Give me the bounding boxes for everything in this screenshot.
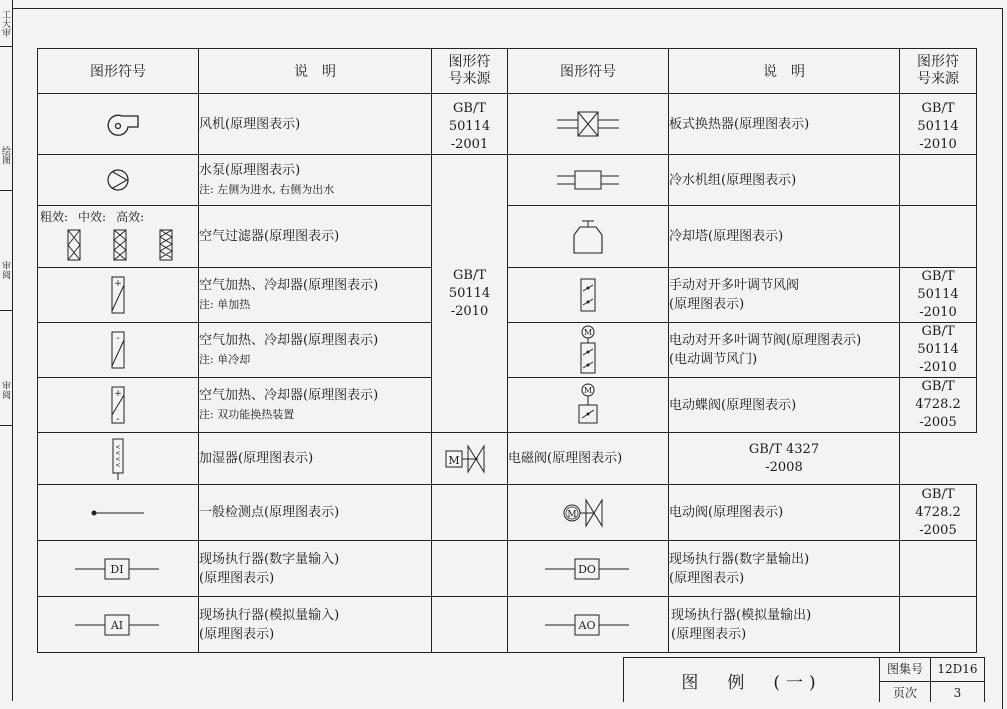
legend-row — [38, 94, 977, 155]
electric-butterfly-desc: 电动蝶阀(原理图表示) — [669, 378, 900, 433]
header-row — [38, 49, 977, 94]
heater-cooler-dual-note: 注: 双功能换热装置 — [199, 408, 295, 421]
field-do-desc2: (原理图表示) — [669, 570, 745, 586]
electric-valve-icon — [558, 498, 618, 528]
svg-text:+: + — [114, 279, 122, 289]
header-desc: 说 明 — [199, 49, 432, 94]
heater-cooler-cool-note: 注: 单冷却 — [199, 353, 251, 366]
air-filter-icon — [48, 228, 188, 262]
air-filter-desc: 空气过滤器(原理图表示) — [199, 206, 432, 268]
electric-damper-desc-cell — [669, 323, 900, 378]
left-empty-source-2 — [432, 541, 508, 597]
pump-note: 注: 左侧为进水, 右侧为出水 — [199, 183, 335, 196]
heater-cooler-heat-symbol — [38, 268, 199, 323]
header-desc-2: 说 明 — [669, 49, 900, 94]
heater-cooler-heat-desc-cell — [199, 268, 432, 323]
electric-damper-symbol — [508, 323, 669, 378]
plate-heat-exchanger-desc: 板式换热器(原理图表示) — [669, 94, 900, 155]
field-ao-desc-cell — [669, 597, 900, 653]
plate-heat-exchanger-symbol — [508, 94, 669, 155]
svg-text:M: M — [583, 328, 593, 337]
fan-source: GB/T 50114 -2001 — [432, 94, 508, 155]
solenoid-valve-icon — [440, 444, 500, 474]
solenoid-valve-label: M — [447, 453, 460, 467]
field-ao-desc: 现场执行器(模拟量输出) — [671, 607, 812, 623]
humidifier-desc: 加湿器(原理图表示) — [199, 433, 432, 485]
cooling-coil-icon — [110, 330, 126, 370]
fan-desc: 风机(原理图表示) — [199, 94, 432, 155]
page-number-label: 页次 — [880, 682, 931, 702]
electric-valve-symbol — [508, 485, 669, 541]
svg-text:M: M — [583, 386, 593, 395]
humidifier-symbol — [38, 433, 199, 485]
pump-icon — [103, 165, 133, 195]
svg-text:-: - — [116, 333, 120, 344]
heater-cooler-heat-note: 注: 单加热 — [199, 298, 251, 311]
legend-row — [38, 541, 977, 597]
filter-grade-labels — [40, 208, 196, 225]
heater-cooler-heat-desc: 空气加热、冷却器(原理图表示) — [199, 278, 379, 293]
manual-damper-desc: 手动对开多叶调节风阀 — [669, 278, 800, 293]
cooling-tower-symbol — [508, 206, 669, 268]
field-di-tag: DI — [110, 562, 124, 576]
detection-point-desc: 一般检测点(原理图表示) — [199, 485, 432, 541]
drawing-title: 图 例 (一) — [624, 658, 880, 702]
legend-row — [38, 485, 977, 541]
field-ai-desc: 现场执行器(模拟量输入) — [199, 607, 340, 623]
detection-point-symbol — [38, 485, 199, 541]
heating-coil-icon — [110, 275, 126, 315]
pump-symbol — [38, 155, 199, 206]
cooling-tower-icon — [568, 219, 608, 255]
filter-high-label: 高效: — [116, 210, 145, 224]
field-do-source — [900, 541, 977, 597]
left-empty-source-3 — [432, 597, 508, 653]
title-block — [623, 657, 985, 702]
electric-butterfly-icon — [576, 383, 600, 427]
solenoid-valve-source: GB/T 4327 -2008 — [669, 433, 900, 485]
field-ai-desc2: (原理图表示) — [199, 626, 275, 642]
electric-damper-desc2: (电动调节风门) — [669, 352, 758, 367]
heater-cooler-dual-desc-cell — [199, 378, 432, 433]
fan-symbol — [38, 94, 199, 155]
electric-valve-desc: 电动阀(原理图表示) — [669, 485, 900, 541]
chiller-source — [900, 155, 977, 206]
field-di-symbol — [38, 541, 199, 597]
heater-cooler-cool-desc: 空气加热、冷却器(原理图表示) — [199, 333, 379, 348]
manual-damper-desc-cell — [669, 268, 900, 323]
left-group-source: GB/T 50114 -2010 — [432, 155, 508, 433]
legend-table — [37, 48, 977, 653]
atlas-number-value: 12D16 — [931, 658, 984, 682]
heater-cooler-dual-symbol — [38, 378, 199, 433]
legend-row — [38, 206, 977, 268]
field-ai-tag: AI — [110, 618, 124, 632]
electric-valve-label: M — [567, 509, 577, 520]
solenoid-valve-symbol — [432, 433, 508, 485]
header-symbol: 图形符号 — [38, 49, 199, 94]
field-ai-icon — [73, 612, 163, 638]
heater-cooler-cool-symbol — [38, 323, 199, 378]
plate-heat-exchanger-source: GB/T 50114 -2010 — [900, 94, 977, 155]
pump-desc-cell — [199, 155, 432, 206]
svg-text:<: < — [115, 455, 121, 463]
field-do-tag: DO — [578, 562, 596, 576]
field-di-desc2: (原理图表示) — [199, 570, 275, 586]
header-symbol-2: 图形符号 — [508, 49, 669, 94]
air-filter-symbol — [38, 206, 199, 268]
field-ao-icon — [543, 612, 633, 638]
field-ai-desc-cell — [199, 597, 432, 653]
electric-butterfly-symbol — [508, 378, 669, 433]
left-empty-source-1 — [432, 485, 508, 541]
svg-text:+: + — [114, 389, 122, 399]
manual-damper-icon — [578, 277, 598, 313]
field-ao-symbol — [508, 597, 669, 653]
side-label-3: 审阅 — [0, 230, 12, 311]
cooling-tower-source — [900, 206, 977, 268]
cooling-tower-desc: 冷却塔(原理图表示) — [669, 206, 900, 268]
detection-point-icon — [88, 507, 148, 519]
header-source: 图形符 号来源 — [432, 49, 508, 94]
filter-coarse-label: 粗效: — [40, 210, 69, 224]
chiller-symbol — [508, 155, 669, 206]
legend-row — [38, 268, 977, 323]
heater-cooler-cool-desc-cell — [199, 323, 432, 378]
legend-row — [38, 155, 977, 206]
page-number-value: 3 — [953, 686, 962, 700]
field-do-desc: 现场执行器(数字量输出) — [669, 551, 810, 567]
manual-damper-source: GB/T 50114 -2010 — [900, 268, 977, 323]
solenoid-valve-desc: 电磁阀(原理图表示) — [508, 433, 669, 485]
field-do-symbol — [508, 541, 669, 597]
legend-row — [38, 433, 977, 485]
legend-row — [38, 597, 977, 653]
electric-damper-source: GB/T 50114 -2010 — [900, 323, 977, 378]
electric-damper-icon — [576, 325, 600, 375]
legend-row — [38, 323, 977, 378]
svg-text:<: < — [115, 449, 121, 457]
field-ai-symbol — [38, 597, 199, 653]
dual-coil-icon — [110, 385, 126, 425]
side-label-4: 审阅 — [0, 355, 12, 426]
chiller-icon — [553, 165, 623, 195]
header-source-2: 图形符 号来源 — [900, 49, 977, 94]
svg-text:<: < — [115, 461, 121, 469]
manual-damper-desc2: (原理图表示) — [669, 297, 745, 312]
electric-valve-source: GB/T 4728.2 -2005 — [900, 485, 977, 541]
chiller-desc: 冷水机组(原理图表示) — [669, 155, 900, 206]
manual-damper-symbol — [508, 268, 669, 323]
plate-heat-exchanger-icon — [553, 109, 623, 139]
field-ao-desc2: (原理图表示) — [671, 626, 747, 642]
side-label-2: 绘图 — [0, 120, 12, 191]
field-ao-source — [900, 597, 977, 653]
svg-text:<: < — [115, 443, 121, 451]
filter-medium-label: 中效: — [78, 210, 107, 224]
field-di-desc: 现场执行器(数字量输入) — [199, 551, 340, 567]
atlas-number-label: 图集号 — [880, 658, 931, 682]
field-ao-tag: AO — [578, 618, 596, 632]
humidifier-icon — [111, 437, 125, 481]
field-do-desc-cell — [669, 541, 900, 597]
field-di-desc-cell — [199, 541, 432, 597]
fan-icon — [88, 109, 148, 139]
field-di-icon — [73, 556, 163, 582]
heater-cooler-dual-desc: 空气加热、冷却器(原理图表示) — [199, 388, 379, 403]
svg-text:-: - — [116, 414, 120, 425]
side-label-1: 工大审 — [0, 0, 12, 47]
pump-desc: 水泵(原理图表示) — [199, 163, 301, 178]
legend-row — [38, 378, 977, 433]
electric-damper-desc: 电动对开多叶调节阀(原理图表示) — [669, 333, 862, 348]
field-do-icon — [543, 556, 633, 582]
electric-butterfly-source: GB/T 4728.2 -2005 — [900, 378, 977, 433]
